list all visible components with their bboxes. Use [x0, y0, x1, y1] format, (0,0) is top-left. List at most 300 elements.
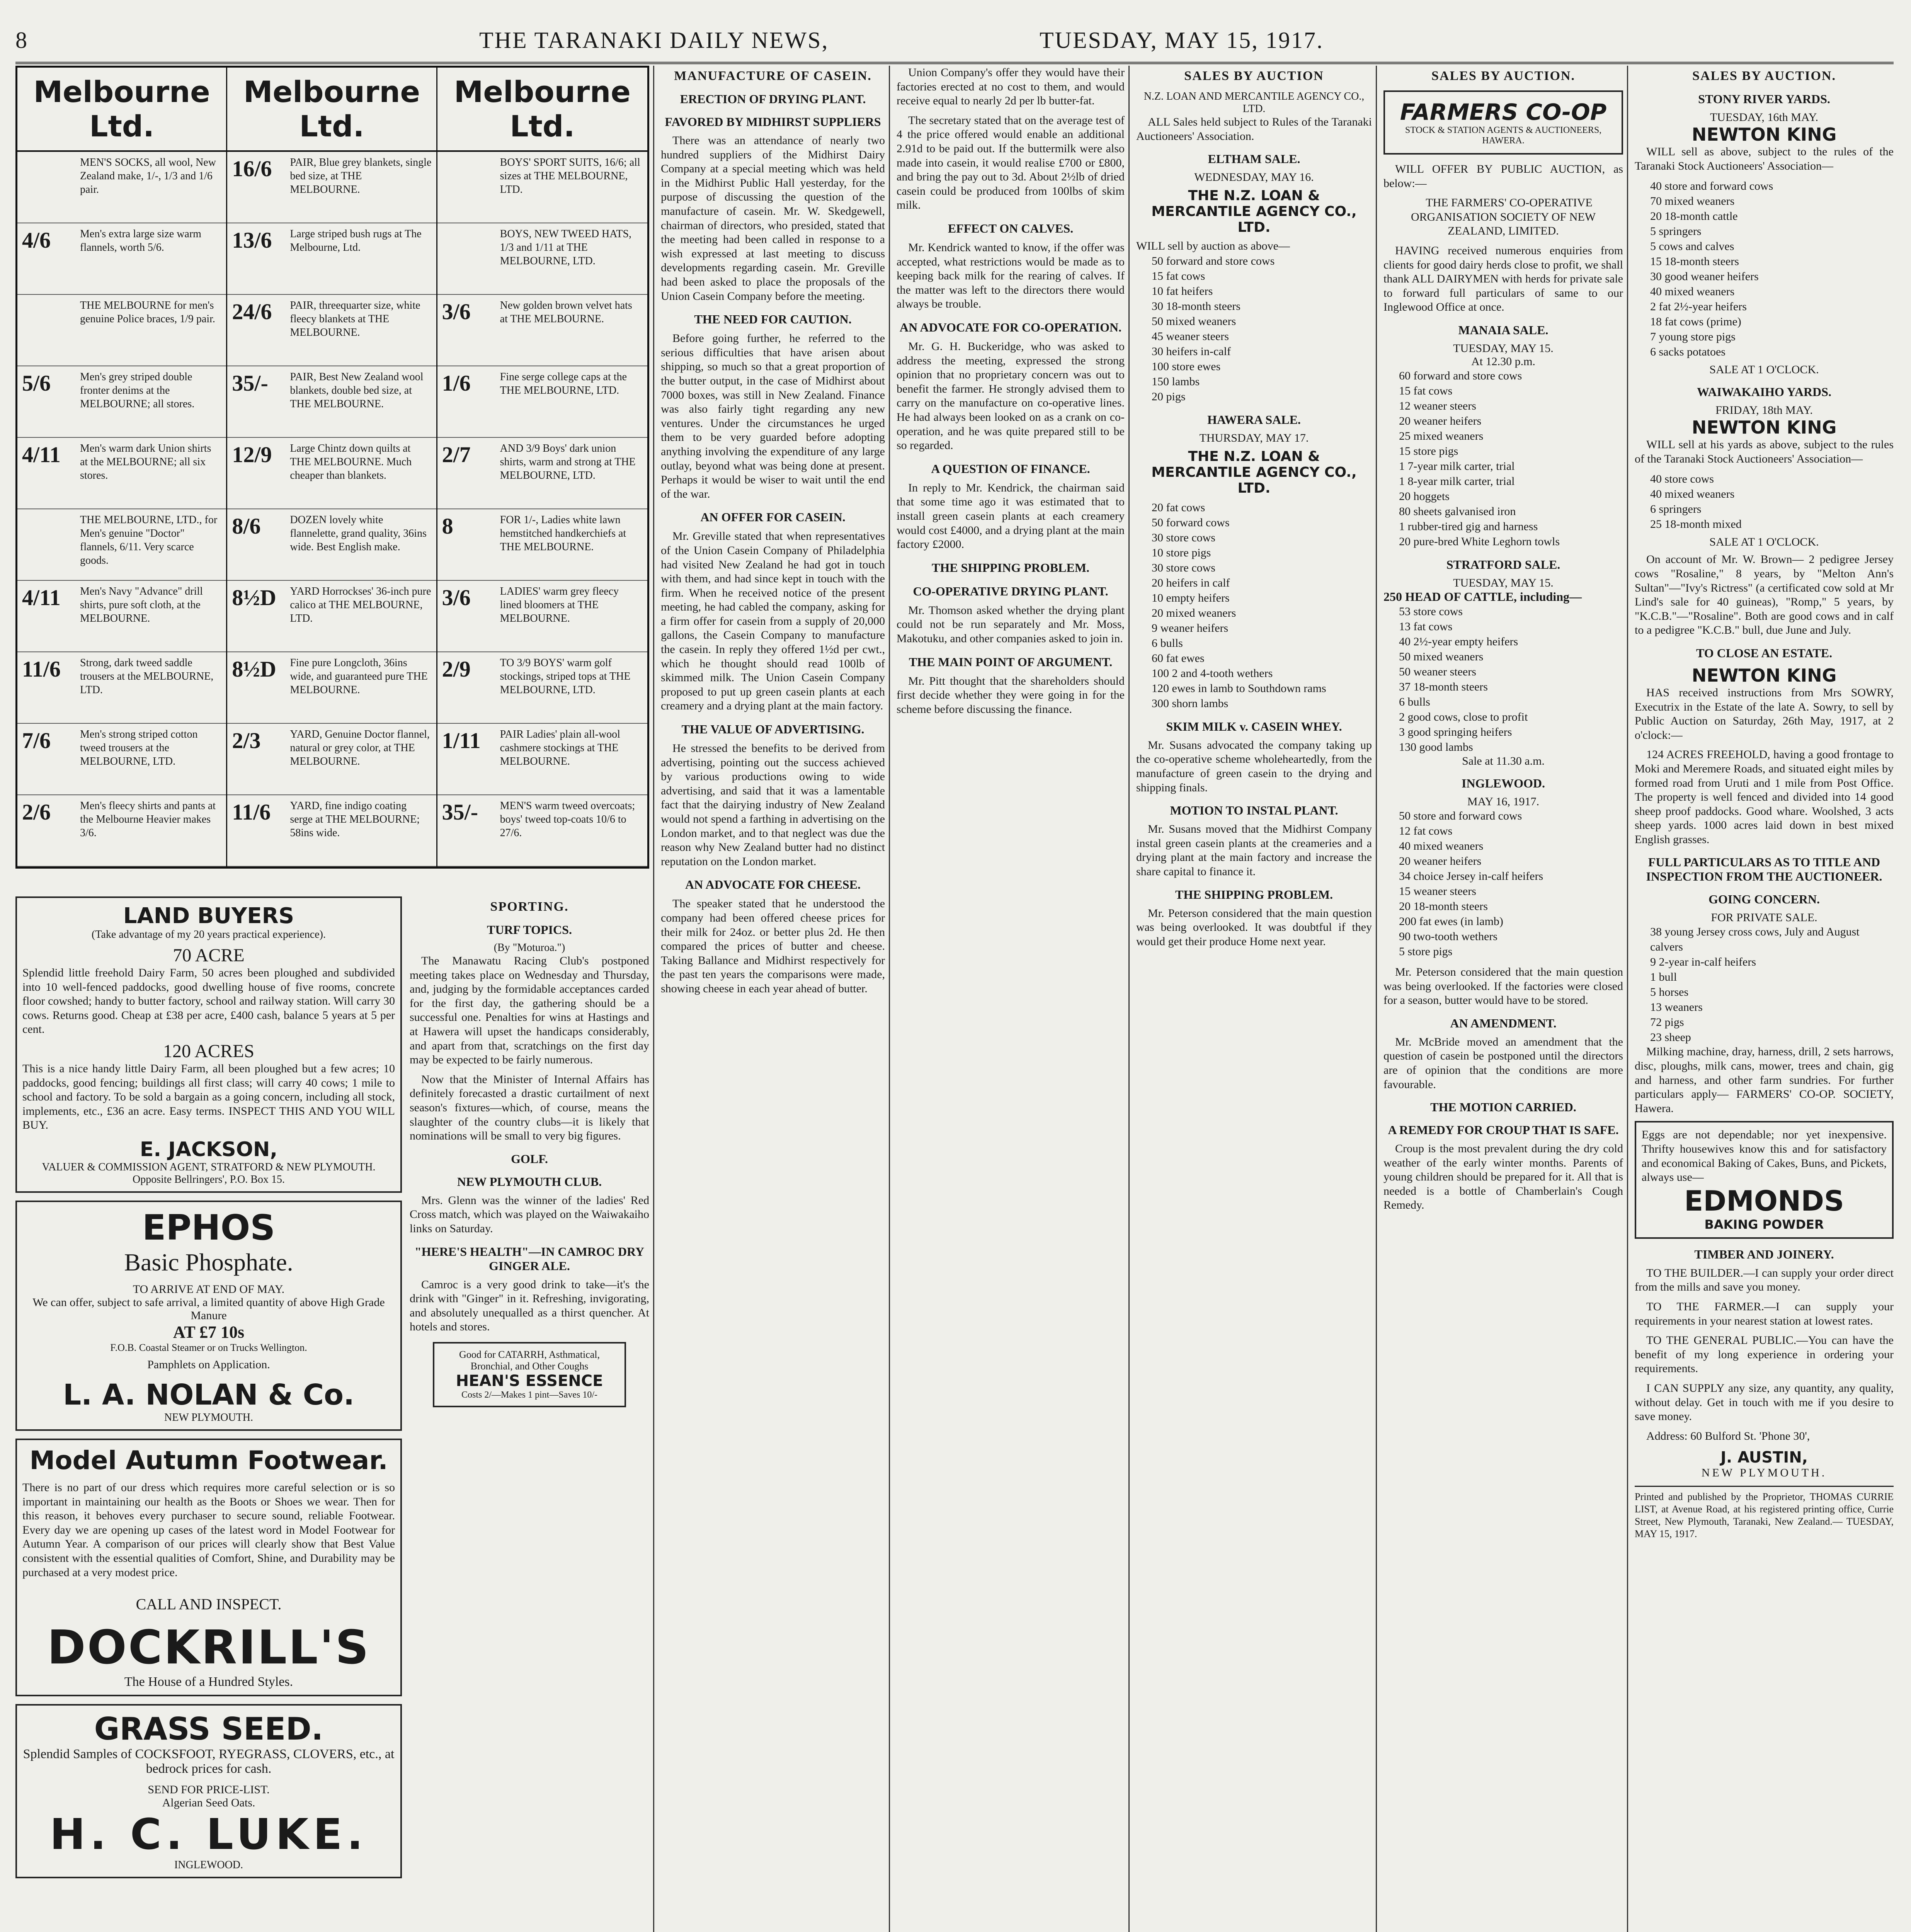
- land-120-heading: 120 ACRES: [163, 1041, 255, 1061]
- nz-loan-line: N.Z. LOAN AND MERCANTILE AGENCY CO., LTD.: [1144, 90, 1365, 115]
- skim-heading: SKIM MILK v. CASEIN WHEY.: [1166, 719, 1342, 733]
- casein-p3: Mr. Greville stated that when representatives of the Union Casein Company of Philadelphia had visited New Zealand he had got in touch with them, and had since kept in touch with the firm. When he received notice of the present meeting, he had cabled the company, asking for a firm offer for casein from a supply of 20,000 gallons, the Casein Company to manufacture the casein. In reply they offered 1½d per cwt., which he thought should read 100lb of skimmed milk. The Union Casein Company proposed to put up green casein plants at each creamery and a drying plant at the main factory.: [661, 530, 885, 713]
- amendment-p: Mr. McBride moved an amendment that the question of casein be postponed until the directors are of opinion that the conditions are more favourable.: [1383, 1035, 1623, 1091]
- hean-title: HEAN'S ESSENCE: [456, 1372, 603, 1390]
- amendment-heading: AN AMENDMENT.: [1450, 1016, 1557, 1030]
- dockrill-sub: The House of a Hundred Styles.: [124, 1675, 293, 1689]
- melbourne-price: 7/6: [22, 728, 51, 753]
- list-item: 130 good lambs: [1399, 740, 1473, 753]
- melbourne-item: [227, 366, 436, 438]
- melbourne-text: YARD, fine indigo coating serge at THE MELBOURNE; 58ins wide.: [290, 800, 420, 839]
- address-text: Address: 60 Bulford St. 'Phone 30',: [1646, 1429, 1810, 1442]
- melbourne-price: 11/6: [22, 656, 61, 682]
- sale-time: SALE AT 1 O'CLOCK.: [1709, 363, 1819, 376]
- union-sub4: THE SHIPPING PROBLEM.: [931, 560, 1090, 575]
- list-item: 30 store cows: [1152, 561, 1215, 574]
- list-item: 20 18-month cattle: [1650, 210, 1738, 223]
- list-item: 1 8-year milk carter, trial: [1399, 474, 1515, 488]
- list-item: 100 store ewes: [1152, 360, 1221, 373]
- shipping-p: Mr. Peterson considered that the main question was being overlooked. It was doubtful if they would get their produce Home next year.: [1136, 906, 1372, 948]
- auction-column-2: [1383, 66, 1623, 1932]
- melbourne-price: 13/6: [232, 228, 272, 253]
- list-item: 40 store cows: [1650, 473, 1714, 486]
- list-item: 90 two-tooth wethers: [1399, 930, 1497, 943]
- list-item: 5 cows and calves: [1650, 240, 1734, 253]
- melbourne-item: [17, 223, 226, 295]
- list-item: 20 pigs: [1152, 390, 1186, 403]
- union-p1: Union Company's offer they would have their factories erected at no cost to them, and would receive equal to nearly 2d per lb butter-fat.: [897, 66, 1125, 107]
- melbourne-text: THE MELBOURNE for men's genuine Police braces, 1/9 pair.: [80, 299, 215, 325]
- melbourne-text: PAIR, Best New Zealand wool blankets, double bed size, at THE MELBOURNE.: [290, 371, 424, 410]
- list-item: 20 hoggets: [1399, 490, 1450, 503]
- list-item: 300 shorn lambs: [1152, 697, 1229, 710]
- melbourne-item: [17, 581, 226, 652]
- stratford-250: 250 HEAD OF CATTLE, including—: [1383, 589, 1582, 604]
- melbourne-text: AND 3/9 Boys' dark union shirts, warm and strong at THE MELBOURNE, LTD.: [500, 442, 636, 481]
- camroc-heading: "HERE'S HEALTH"—IN CAMROC DRY GINGER ALE.: [414, 1244, 645, 1273]
- waiwakaiho-text: WILL sell at his yards as above, subject to the rules of the Taranaki Stock Auctioneers' Association—: [1635, 438, 1894, 465]
- union-p7: Mr. Pitt thought that the shareholders should first decide whether they were going in for the scheme before discussing the finance.: [897, 674, 1125, 716]
- melbourne-heading: Melbourne Ltd.: [17, 68, 226, 152]
- list-item: 20 mixed weaners: [1152, 606, 1236, 619]
- autumn-title: Model Autumn Footwear.: [29, 1445, 388, 1475]
- nolan-name: L. A. NOLAN & Co.: [63, 1378, 355, 1412]
- melbourne-text: Strong, dark tweed saddle trousers at the MELBOURNE, LTD.: [80, 657, 214, 696]
- union-sub1: EFFECT ON CALVES.: [948, 221, 1074, 235]
- skim-p: Mr. Susans advocated the company taking up the co-operative scheme wholeheartedly, from the manufacture of green casein to the drying and shipping finals.: [1136, 738, 1372, 794]
- melbourne-price: [22, 299, 80, 362]
- list-item: 5 horses: [1650, 986, 1689, 999]
- nolan-town: NEW PLYMOUTH.: [164, 1411, 253, 1423]
- list-item: 1 rubber-tired gig and harness: [1399, 520, 1538, 533]
- list-item: 50 store and forward cows: [1399, 809, 1522, 822]
- issue-date: TUESDAY, MAY 15, 1917.: [1040, 27, 1324, 53]
- dockrill-name: DOCKRILL'S: [47, 1621, 370, 1675]
- grass-text: Splendid Samples of COCKSFOOT, RYEGRASS, CLOVERS, etc., at bedrock prices for cash.: [23, 1747, 395, 1776]
- eltham-date: WEDNESDAY, MAY 16.: [1194, 171, 1314, 184]
- golf-heading: GOLF.: [511, 1151, 548, 1166]
- melbourne-item: [437, 152, 647, 223]
- list-item: 12 fat cows: [1399, 824, 1453, 837]
- list-item: 70 mixed weaners: [1650, 195, 1735, 208]
- melbourne-text: PAIR, Blue grey blankets, single bed size, at THE MELBOURNE.: [290, 156, 432, 196]
- melbourne-text: Men's extra large size warm flannels, worth 5/6.: [80, 228, 201, 253]
- supply-text: I CAN SUPPLY any size, any quantity, any quality, without delay. Get in touch with me if you desire to save money.: [1635, 1381, 1894, 1423]
- list-item: 50 mixed weaners: [1152, 315, 1236, 328]
- list-item: 23 sheep: [1650, 1031, 1691, 1044]
- melbourne-text: Fine serge college caps at the THE MELBOURNE, LTD.: [500, 371, 627, 396]
- motion-carried: THE MOTION CARRIED.: [1430, 1100, 1576, 1114]
- melbourne-item: [437, 581, 647, 652]
- melbourne-item: [437, 223, 647, 295]
- stratford-time: Sale at 11.30 a.m.: [1462, 754, 1545, 767]
- jackson-address: Opposite Bellringers', P.O. Box 15.: [133, 1173, 285, 1185]
- turf-topics: TURF TOPICS.: [487, 923, 572, 937]
- land-120-text: This is a nice handy little Dairy Farm, all been ploughed but a few acres; 10 paddocks, good fencing; buildings all first class; will carry 40 cows; 1 mile to school and factory. To be sold a bargain as a going concern, including all stock, implements, etc., £36 an acre. Easy terms. INSPECT THIS AND YOU WILL BUY.: [22, 1062, 395, 1132]
- melbourne-ad: [15, 66, 649, 889]
- melbourne-text: New golden brown velvet hats at THE MELBOURNE.: [500, 299, 632, 325]
- union-p4: Mr. G. H. Buckeridge, who was asked to address the meeting, expressed the strong opinion that no proprietary concern was out to benefit the farmer. He strongly advised them to carry on the manufacture on co-operative lines. He had always been looked on as a crank on co-operation, and he was quite prepared still to be so regarded.: [897, 340, 1125, 452]
- motion-heading: MOTION TO INSTAL PLANT.: [1170, 803, 1338, 818]
- manaia-time: At 12.30 p.m.: [1471, 355, 1535, 368]
- camroc-p: Camroc is a very good drink to take—it's the drink with "Ginger" in it. Refreshing, invigorating, and absolutely unequalled as a thirst quencher. At hotels and stores.: [410, 1278, 649, 1333]
- list-item: 13 weaners: [1650, 1001, 1703, 1014]
- luke-town: INGLEWOOD.: [174, 1859, 243, 1871]
- auction1-heading: SALES BY AUCTION: [1184, 69, 1324, 83]
- eggs-text: Eggs are not dependable; nor yet inexpensive. Thrifty housewives know this and for satisfactory and economical Baking of Cakes, Buns, and Pickets, always use—: [1642, 1128, 1887, 1184]
- melbourne-item: [227, 438, 436, 509]
- list-item: 40 mixed weaners: [1650, 488, 1735, 501]
- farmers-coop-logo: [1383, 90, 1623, 155]
- imprint: Printed and published by the Proprietor, THOMAS CURRIE LIST, at Avenue Road, at his registered printing office, Currie Street, New Plymouth, Taranaki, New Zealand.— TUESDAY, MAY 15, 1917.: [1635, 1486, 1894, 1540]
- list-item: 15 weaner steers: [1399, 884, 1476, 898]
- estate-heading: TO CLOSE AN ESTATE.: [1696, 646, 1833, 660]
- list-item: 20 fat cows: [1152, 501, 1205, 514]
- ephos-fob: F.O.B. Coastal Steamer or on Trucks Wellington.: [110, 1342, 307, 1353]
- melbourne-text: LADIES' warm grey fleecy lined bloomers at THE MELBOURNE.: [500, 585, 619, 624]
- union-sub5: CO-OPERATIVE DRYING PLANT.: [913, 584, 1108, 598]
- masthead: [15, 23, 1894, 64]
- casein-sub3: THE NEED FOR CAUTION.: [694, 312, 852, 327]
- austin-name: J. AUSTIN,: [1720, 1449, 1808, 1467]
- list-item: 5 store pigs: [1399, 945, 1453, 958]
- melbourne-item: [227, 652, 436, 724]
- hawera-date: THURSDAY, MAY 17.: [1199, 431, 1309, 444]
- list-item: 30 good weaner heifers: [1650, 270, 1759, 283]
- waiwakaiho-date: FRIDAY, 18th MAY.: [1715, 404, 1813, 417]
- ephos-price: AT £7 10s: [173, 1322, 245, 1342]
- casein-p4: He stressed the benefits to be derived from advertising, pointing out the success achieved by various productions owing to wide advertising, and said that it was a lamentable fact that the dairying industry of New Zealand would not spend a farthing in advertising on the London market, and to that neglect was due the reason why New Zealand butter had no distinct reputation on the London market.: [661, 742, 885, 868]
- list-item: 13 fat cows: [1399, 620, 1453, 633]
- private-text: Milking machine, dray, harness, drill, 2 sets harrows, disc, ploughs, milk cans, mower, trees and chain, gig and harness, and other farm sundries. For further particulars apply— FARMERS' CO-OP. SOCIETY, Hawera.: [1635, 1045, 1894, 1115]
- list-item: 20 pure-bred White Leghorn towls: [1399, 535, 1560, 548]
- melbourne-price: [22, 156, 80, 219]
- casein-sub5: THE VALUE OF ADVERTISING.: [681, 722, 864, 736]
- stony-text: WILL sell as above, subject to the rules of the Taranaki Stock Auctioneers' Association—: [1635, 145, 1894, 172]
- auction-column-3: [1635, 66, 1894, 1932]
- sporting-heading: SPORTING.: [490, 900, 569, 914]
- union-column: [897, 66, 1125, 1932]
- edmonds-title: EDMONDS: [1684, 1184, 1844, 1217]
- melbourne-item: [227, 581, 436, 652]
- jackson-line: VALUER & COMMISSION AGENT, STRATFORD & NEW PLYMOUTH.: [42, 1161, 376, 1173]
- list-item: 10 empty heifers: [1152, 591, 1230, 604]
- edmonds-sub: BAKING POWDER: [1704, 1217, 1824, 1232]
- melbourne-price: 3/6: [442, 299, 471, 324]
- melbourne-price: 5/6: [22, 371, 51, 396]
- casein-sub6: AN ADVOCATE FOR CHEESE.: [685, 878, 861, 892]
- melbourne-item: [17, 509, 226, 581]
- page-number: 8: [15, 27, 28, 53]
- melbourne-text: THE MELBOURNE, LTD., for Men's genuine "Doctor" flannels, 6/11. Very scarce goods.: [80, 514, 218, 566]
- union-sub6: THE MAIN POINT OF ARGUMENT.: [909, 655, 1113, 669]
- stratford-heading: STRATFORD SALE.: [1446, 557, 1560, 571]
- melbourne-price: 8½D: [232, 656, 276, 682]
- melbourne-price: 4/6: [22, 228, 51, 253]
- melbourne-price: 12/9: [232, 442, 272, 467]
- list-item: 60 fat ewes: [1152, 651, 1205, 665]
- melbourne-text: Large striped bush rugs at The Melbourne, Ltd.: [290, 228, 422, 253]
- auction1-notice: ALL Sales held subject to Rules of the Taranaki Auctioneers' Association.: [1136, 116, 1372, 143]
- list-item: 30 heifers in-calf: [1152, 345, 1231, 358]
- list-item: 1 7-year milk carter, trial: [1399, 459, 1515, 473]
- melbourne-text: DOZEN lovely white flannelette, grand quality, 36ins wide. Best English make.: [290, 514, 427, 553]
- builder-text: TO THE BUILDER.—I can supply your order direct from the mills and save you money.: [1635, 1266, 1894, 1294]
- melbourne-text: Men's grey striped double fronter denims at the MELBOURNE; all stores.: [80, 371, 195, 410]
- list-item: 20 18-month steers: [1399, 900, 1488, 913]
- melbourne-price: 8½D: [232, 585, 276, 610]
- newton-king-3: NEWTON KING: [1691, 665, 1837, 686]
- austin-town: NEW PLYMOUTH.: [1701, 1466, 1827, 1480]
- list-item: 10 fat heifers: [1152, 284, 1213, 298]
- luke-name: H. C. LUKE.: [49, 1810, 368, 1859]
- list-item: 60 forward and store cows: [1399, 369, 1522, 382]
- jackson-name: E. JACKSON,: [140, 1138, 278, 1161]
- newton-king-2: NEWTON KING: [1691, 417, 1837, 438]
- list-item: 40 mixed weaners: [1399, 839, 1484, 852]
- melbourne-heading: Melbourne Ltd.: [437, 68, 647, 152]
- melbourne-price: 16/6: [232, 156, 272, 181]
- list-item: 150 lambs: [1152, 375, 1200, 388]
- melbourne-item: [437, 724, 647, 795]
- grass-send: SEND FOR PRICE-LIST.: [148, 1783, 270, 1796]
- list-item: 5 springers: [1650, 225, 1702, 238]
- acres-text: 124 ACRES FREEHOLD, having a good frontage to Moki and Meremere Roads, and situated eight miles by formed road from Uruti and 1 mile from Post Office. The property is well fenced and divided into 14 good sheep proof paddocks. Good whare. Woolshed, 3 acts sheep yards. 1000 acres laid down in best mixed English grasses.: [1635, 748, 1894, 846]
- particulars: FULL PARTICULARS AS TO TITLE AND INSPECTION FROM THE AUCTIONEER.: [1646, 855, 1882, 884]
- melbourne-text: PAIR, threequarter size, white fleecy blankets at THE MELBOURNE.: [290, 299, 420, 338]
- public-text: TO THE GENERAL PUBLIC.—You can have the benefit of my long experience in ordering your requirements.: [1635, 1334, 1894, 1375]
- melbourne-text: MEN'S SOCKS, all wool, New Zealand make, 1/-, 1/3 and 1/6 pair.: [80, 156, 216, 196]
- nz-loan-company: THE N.Z. LOAN & MERCANTILE AGENCY CO., LTD.: [1151, 188, 1357, 236]
- melbourne-text: Men's Navy "Advance" drill shirts, pure soft cloth, at the MELBOURNE.: [80, 585, 203, 624]
- melbourne-col-1: [17, 68, 227, 867]
- autumn-footwear-ad: [15, 1439, 402, 1696]
- melbourne-text: TO 3/9 BOYS' warm golf stockings, striped tops at THE MELBOURNE, LTD.: [500, 657, 631, 696]
- golf-club: NEW PLYMOUTH CLUB.: [457, 1174, 602, 1189]
- melbourne-price: 2/7: [442, 442, 471, 467]
- list-item: 80 sheets galvanised iron: [1399, 505, 1516, 518]
- melbourne-item: [17, 724, 226, 795]
- list-item: 37 18-month steers: [1399, 680, 1488, 693]
- ephos-ad: [15, 1201, 402, 1431]
- list-item: 15 fat cows: [1399, 384, 1453, 397]
- nz-loan-company-2: THE N.Z. LOAN & MERCANTILE AGENCY CO., LTD.: [1151, 448, 1357, 496]
- melbourne-price: 1/6: [442, 371, 471, 396]
- melbourne-price: 4/11: [22, 442, 61, 467]
- melbourne-item: [227, 795, 436, 867]
- melbourne-heading: Melbourne Ltd.: [227, 68, 436, 152]
- list-item: 9 weaner heifers: [1152, 621, 1229, 634]
- list-item: 6 sacks potatoes: [1650, 345, 1726, 359]
- eltham-heading: ELTHAM SALE.: [1208, 152, 1300, 166]
- waiwakaiho-heading: WAIWAKAIHO YARDS.: [1697, 385, 1831, 399]
- farmers-coop-title: FARMERS CO-OP: [1400, 99, 1607, 125]
- hean-line3: Costs 2/—Makes 1 pint—Saves 10/-: [461, 1389, 597, 1400]
- paper-name: THE TARANAKI DAILY NEWS,: [479, 27, 829, 53]
- union-p3: Mr. Kendrick wanted to know, if the offer was accepted, what restrictions would be made as to keeping back milk for the rearing of calves. If the matter was left to the directors there would always be trouble.: [897, 241, 1125, 311]
- inglewood-heading: INGLEWOOD.: [1461, 776, 1545, 790]
- melbourne-price: 4/11: [22, 585, 61, 610]
- private-heading: FOR PRIVATE SALE.: [1711, 911, 1817, 924]
- melbourne-price: 24/6: [232, 299, 272, 324]
- list-item: 50 weaner steers: [1399, 665, 1476, 678]
- casein-sub1: ERECTION OF DRYING PLANT.: [680, 92, 866, 106]
- ephos-arrive: TO ARRIVE AT END OF MAY.: [133, 1282, 285, 1296]
- melbourne-item: [227, 152, 436, 223]
- manaia-date: TUESDAY, MAY 15.: [1453, 342, 1554, 355]
- melbourne-price: 8: [442, 514, 453, 539]
- grass-title: GRASS SEED.: [94, 1711, 323, 1747]
- melbourne-price: 8/6: [232, 514, 261, 539]
- melbourne-text: PAIR Ladies' plain all-wool cashmere stockings at THE MELBOURNE.: [500, 728, 620, 767]
- edmonds-ad: [1635, 1121, 1894, 1238]
- list-item: 30 18-month steers: [1152, 299, 1241, 313]
- list-item: 6 bulls: [1152, 636, 1183, 650]
- list-item: 15 18-month steers: [1650, 255, 1739, 268]
- manaia-heading: MANAIA SALE.: [1458, 323, 1549, 337]
- list-item: 6 springers: [1650, 503, 1702, 516]
- list-item: 18 fat cows (prime): [1650, 315, 1741, 328]
- list-item: 72 pigs: [1650, 1016, 1684, 1029]
- melbourne-text: Men's strong striped cotton tweed trousers at the MELBOURNE, LTD.: [80, 728, 198, 767]
- melbourne-item: [227, 509, 436, 581]
- ephos-sub: Basic Phosphate.: [124, 1248, 293, 1276]
- list-item: 30 store cows: [1152, 531, 1215, 544]
- land-buyers-title: LAND BUYERS: [123, 903, 294, 929]
- land-buyers-sub: (Take advantage of my 20 years practical experience).: [92, 929, 326, 940]
- melbourne-item: [17, 652, 226, 724]
- melbourne-price: 2/6: [22, 799, 51, 825]
- list-item: 2 good cows, close to profit: [1399, 710, 1528, 723]
- melbourne-item: [17, 152, 226, 223]
- list-item: 15 store pigs: [1399, 444, 1458, 457]
- list-item: 25 18-month mixed: [1650, 518, 1742, 531]
- list-item: 10 store pigs: [1152, 546, 1211, 559]
- hean-ad: [433, 1342, 626, 1407]
- melbourne-item: [17, 438, 226, 509]
- ephos-pamphlets: Pamphlets on Application.: [147, 1358, 270, 1371]
- melbourne-item: [17, 795, 226, 867]
- list-item: 2 fat 2½-year heifers: [1650, 300, 1747, 313]
- melbourne-text: BOYS, NEW TWEED HATS, 1/3 and 1/11 at THE MELBOURNE, LTD.: [500, 228, 632, 267]
- melbourne-text: MEN'S warm tweed overcoats; boys' tweed top-coats 10/6 to 27/6.: [500, 800, 635, 839]
- concern-heading: GOING CONCERN.: [1708, 892, 1820, 906]
- farmer-text: TO THE FARMER.—I can supply your requirements in your nearest station at lowest rates.: [1635, 1300, 1894, 1327]
- list-item: 20 heifers in calf: [1152, 576, 1230, 589]
- melbourne-item: [227, 724, 436, 795]
- melbourne-price: [22, 513, 80, 576]
- melbourne-text: FOR 1/-, Ladies white lawn hemstitched handkerchiefs at THE MELBOURNE.: [500, 514, 626, 553]
- casein-p2: Before going further, he referred to the serious difficulties that have arisen about shipping, so much so that a great proportion of the butter output, in the case of Midhirst about 7000 boxes, was still in New Zealand. Finance was also fairly tight regarding any new ventures. Under the circumstances he urged them to be very guarded before adopting anything involving the expenditure of any large outlay, beyond what was being done at present. Perhaps it would be wiser to wait until the end of the war.: [661, 332, 885, 500]
- list-item: 1 bull: [1650, 971, 1677, 984]
- grass-oats: Algerian Seed Oats.: [162, 1796, 255, 1810]
- sporting-byline: (By "Moturoa."): [493, 942, 565, 954]
- auction-column-1: [1136, 66, 1372, 1932]
- casein-sub2: FAVORED BY MIDHIRST SUPPLIERS: [665, 115, 881, 129]
- will-sell: WILL sell by auction as above—: [1136, 240, 1290, 253]
- inglewood-date: MAY 16, 1917.: [1467, 795, 1540, 808]
- melbourne-price: 11/6: [232, 799, 271, 825]
- golf-p: Mrs. Glenn was the winner of the ladies' Red Cross match, which was played on the Waiwakaiho links on Saturday.: [410, 1194, 649, 1235]
- melbourne-text: Men's fleecy shirts and pants at the Melbourne Heavier makes 3/6.: [80, 800, 216, 839]
- melbourne-item: [437, 509, 647, 581]
- hawera-heading: HAWERA SALE.: [1207, 412, 1301, 427]
- list-item: 20 weaner heifers: [1399, 414, 1482, 427]
- list-item: 120 ewes in lamb to Southdown rams: [1152, 682, 1326, 695]
- auction3-heading: SALES BY AUCTION.: [1692, 69, 1836, 83]
- jersey-text: On account of Mr. W. Brown— 2 pedigree Jersey cows "Rosaline," 8 years, by "Melton Ann's Sultan"—"Ivy's Rictress" (a certificated cow sold at Mr Lind's sale for 40 guineas), "Romp," 5 years, by "K.C.B."—"Rosaline". Both are good cows and in calf to a pedigree "K.C.B." bull, due June and July.: [1635, 553, 1894, 637]
- sporting-p1: The Manawatu Racing Club's postponed meeting takes place on Wednesday and Thursday, and, judging by the formidable acceptances carded for the first day, the gathering should be a successful one. Penalties for wins at Hastings and at Hawera will upset the handicaps considerably, and apart from that, scratchings on the first day may be expected to be fairly numerous.: [410, 954, 649, 1066]
- melbourne-item: [227, 295, 436, 366]
- croup-heading: A REMEDY FOR CROUP THAT IS SAFE.: [1388, 1123, 1619, 1137]
- ephos-text: We can offer, subject to safe arrival, a limited quantity of above High Grade Manure: [32, 1296, 385, 1322]
- list-item: 40 2½-year empty heifers: [1399, 635, 1518, 648]
- list-item: 200 fat ewes (in lamb): [1399, 915, 1503, 928]
- casein-p5: The speaker stated that he understood the company had been offered cheese prices for their milk for 24oz. or better plus 2d. He then compared the prices of butter and cheese. Taking Ballance and Midhirst respectively for the past ten years the comparisons were made, showing cheese in each year ahead of butter.: [661, 897, 885, 995]
- farmers-coop-sub: STOCK & STATION AGENTS & AUCTIONEERS, HAWERA.: [1405, 125, 1602, 146]
- list-item: 40 store and forward cows: [1650, 180, 1773, 193]
- casein-column: [661, 66, 885, 1932]
- melbourne-col-2: [227, 68, 437, 867]
- melbourne-item: [437, 295, 647, 366]
- ephos-title: EPHOS: [142, 1207, 276, 1248]
- list-item: 6 bulls: [1399, 695, 1430, 708]
- melbourne-item: [437, 438, 647, 509]
- melbourne-text: Men's warm dark Union shirts at the MELBOURNE; all six stores.: [80, 442, 211, 481]
- list-item: 3 good springing heifers: [1399, 725, 1512, 738]
- sporting-p2: Now that the Minister of Internal Affairs has definitely forecasted a drastic curtailment of next season's fixtures—which, of course, means the slaughter of the country clubs—it is likely that nominations will be small to very big figures.: [410, 1073, 649, 1143]
- casein-sub4: AN OFFER FOR CASEIN.: [700, 510, 846, 524]
- croup-p: Croup is the most prevalent during the dry cold weather of the early winter months. Parents of young children should be prepared for it. All that is needed is a bottle of Chamberlain's Cough Remedy.: [1383, 1142, 1623, 1212]
- melbourne-price: 2/3: [232, 728, 261, 753]
- melbourne-price: 35/-: [442, 799, 478, 825]
- melbourne-price: 2/9: [442, 656, 471, 682]
- list-item: 34 choice Jersey in-calf heifers: [1399, 869, 1543, 883]
- list-item: 20 weaner heifers: [1399, 854, 1482, 867]
- list-item: 7 young store pigs: [1650, 330, 1736, 344]
- autumn-text: There is no part of our dress which requires more careful selection or is so important in maintaining our health as the Boots or Shoes we wear. Then for this reason, it behoves every purchaser to secure sound, reliable Footwear. Every day we are opening up cases of the latest word in Model Footwear for Autumn Year. A comparison of our prices will clearly show that Best Value consistent with the essential qualities of Comfort, Shine, and Durability may be purchased at a very modest price.: [22, 1481, 395, 1579]
- list-item: 40 mixed weaners: [1650, 285, 1735, 298]
- melbourne-text: Fine pure Longcloth, 36ins wide, and guaranteed pure THE MELBOURNE.: [290, 657, 428, 696]
- union-p5: In reply to Mr. Kendrick, the chairman said that some time ago it was estimated that to install green casein plants at each creamery would cost £4000, and a drying plant at the main factory £2000.: [897, 481, 1125, 551]
- will-offer: WILL OFFER BY PUBLIC AUCTION, as below:—: [1383, 163, 1623, 190]
- melbourne-price: [442, 156, 500, 219]
- melbourne-item: [437, 366, 647, 438]
- list-item: 38 young Jersey cross cows, July and August calvers: [1650, 925, 1860, 954]
- grass-seed-ad: [15, 1704, 402, 1878]
- melbourne-price: [442, 227, 500, 290]
- shipping-heading: THE SHIPPING PROBLEM.: [1175, 887, 1333, 901]
- motion-p: Mr. Susans moved that the Midhirst Company instal green casein plants at the creameries and a drying plant at the main factory and increase the share capital to finance it.: [1136, 823, 1372, 878]
- melbourne-item: [17, 366, 226, 438]
- sporting-column: [410, 896, 649, 1932]
- list-item: 50 forward and store cows: [1152, 254, 1275, 267]
- land-70-text: Splendid little freehold Dairy Farm, 50 acres been ploughed and subdivided into 10 well-fenced paddocks, good dwelling house of five rooms, concrete floor cowshed; handy to butter factory, school and railway station. Will carry 30 cows. Returns good. Cheap at £38 per acre, £400 cash, balance 5 years at 5 per cent.: [22, 966, 395, 1036]
- list-item: 9 2-year in-calf heifers: [1650, 956, 1756, 969]
- list-item: 45 weaner steers: [1152, 330, 1229, 343]
- melbourne-text: YARD Horrockses' 36-inch pure calico at THE MELBOURNE, LTD.: [290, 585, 431, 624]
- estate-text: HAS received instructions from Mrs SOWRY, Executrix in the Estate of the late A. Sowry, to sell by Public Auction on Saturday, 26th May, 1917, at 2 o'clock:—: [1635, 686, 1894, 742]
- auction2-heading: SALES BY AUCTION.: [1431, 69, 1575, 83]
- stony-heading: STONY RIVER YARDS.: [1698, 92, 1830, 106]
- melbourne-item: [437, 795, 647, 867]
- society-line: THE FARMERS' CO-OPERATIVE ORGANISATION SOCIETY OF NEW ZEALAND, LIMITED.: [1411, 196, 1596, 238]
- list-item: 50 forward cows: [1152, 516, 1230, 529]
- melbourne-col-3: [437, 68, 647, 867]
- left-ads-column: [15, 896, 402, 1932]
- melbourne-item: [17, 295, 226, 366]
- auction2-p1: Mr. Peterson considered that the main question was being overlooked. If the factories were closed for a season, butter would have to be stored.: [1383, 965, 1623, 1007]
